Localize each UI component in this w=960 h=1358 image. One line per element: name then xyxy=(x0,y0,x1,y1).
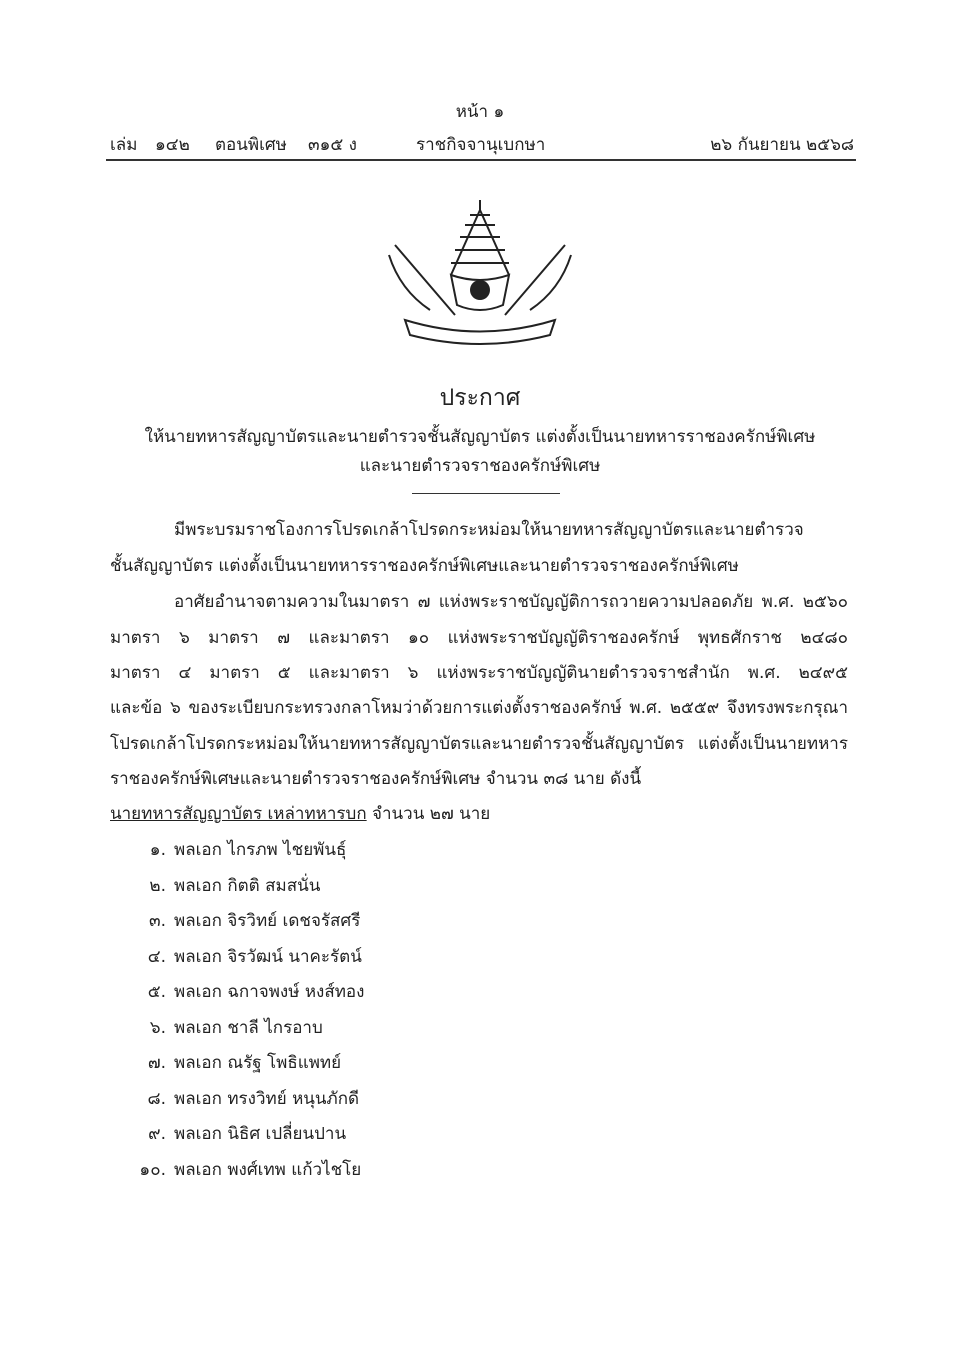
document-title: ประกาศ xyxy=(439,385,521,411)
list-item-name: พลเอก ไกรภพ ไชยพันธุ์ xyxy=(174,840,347,860)
list-item-number: ๔. xyxy=(147,946,166,967)
royal-emblem xyxy=(385,195,575,345)
list-item-number: ๑. xyxy=(149,840,166,860)
list-item-name: พลเอก พงศ์เทพ แก้วไชโย xyxy=(174,1159,362,1180)
section-label: ตอนพิเศษ xyxy=(215,135,287,155)
list-item xyxy=(118,1016,323,1040)
list-item-number: ๗. xyxy=(147,1053,166,1073)
paragraph-line: ราชองครักษ์พิเศษและนายตำรวจราชองครักษ์พิเศษ จำนวน ๓๘ นาย ดังนี้ xyxy=(110,769,642,789)
paragraph-line: โปรดเกล้าโปรดกระหม่อมให้นายทหารสัญญาบัตรและนายตำรวจชั้นสัญญาบัตร แต่งตั้งเป็นนายทหาร xyxy=(110,734,848,754)
paragraph-line: มาตรา ๔ มาตรา ๕ และมาตรา ๖ แห่งพระราชบัญญัตินายตำรวจราชสำนัก พ.ศ. ๒๔๙๕ xyxy=(110,663,848,683)
list-item xyxy=(118,874,320,898)
list-item-number: ๓. xyxy=(148,911,166,931)
list-item xyxy=(118,1087,359,1111)
list-item xyxy=(118,909,360,933)
gazette-name: ราชกิจจานุเบกษา xyxy=(416,135,546,155)
list-item xyxy=(118,1122,346,1146)
paragraph-line: มาตรา ๖ มาตรา ๗ และมาตรา ๑๐ แห่งพระราชบัญญัติราชองครักษ์ พุทธศักราช ๒๔๘๐ xyxy=(110,628,848,648)
list-item-number: ๙. xyxy=(148,1124,166,1144)
list-item-name: พลเอก ชาลี ไกรอาบ xyxy=(174,1017,323,1038)
volume-label: เล่ม xyxy=(110,135,138,155)
list-item-number: ๖. xyxy=(149,1017,166,1038)
list-item-name: พลเอก จิรวัฒน์ นาคะรัตน์ xyxy=(174,946,362,967)
list-item xyxy=(118,1158,361,1182)
page-number: หน้า ๑ xyxy=(455,102,505,122)
volume-number: ๑๔๒ xyxy=(155,135,190,155)
paragraph-line: และข้อ ๖ ของระเบียบกระทรวงกลาโหมว่าด้วยการแต่งตั้งราชองครักษ์ พ.ศ. ๒๕๕๙ จึงทรงพระกรุณา xyxy=(110,698,848,718)
list-item xyxy=(118,980,364,1004)
paragraph-line: มีพระบรมราชโองการโปรดเกล้าโปรดกระหม่อมให้นายทหารสัญญาบัตรและนายตำรวจ xyxy=(174,520,804,540)
title-divider xyxy=(412,493,560,494)
group-heading-count: จำนวน ๒๗ นาย xyxy=(372,804,491,824)
issue-date: ๒๖ กันยายน ๒๕๖๘ xyxy=(710,135,854,155)
list-item-name: พลเอก ณรัฐ โพธิแพทย์ xyxy=(174,1053,342,1073)
list-item-name: พลเอก กิตติ สมสนั่น xyxy=(174,875,321,896)
list-item-number: ๕. xyxy=(147,982,166,1002)
list-item-number: ๒. xyxy=(149,875,166,896)
group-heading xyxy=(110,802,490,826)
group-heading-label: นายทหารสัญญาบัตร เหล่าทหารบก xyxy=(110,804,367,824)
subtitle-line: และนายตำรวจราชองครักษ์พิเศษ xyxy=(359,456,601,476)
section-number: ๓๑๕ ง xyxy=(308,135,357,155)
list-item xyxy=(118,945,362,969)
header-rule xyxy=(106,159,856,161)
subtitle-line: ให้นายทหารสัญญาบัตรและนายตำรวจชั้นสัญญาบัตร แต่งตั้งเป็นนายทหารราชองครักษ์พิเศษ xyxy=(144,427,816,447)
paragraph-line: อาศัยอำนาจตามความในมาตรา ๗ แห่งพระราชบัญญัติการถวายความปลอดภัย พ.ศ. ๒๕๖๐ xyxy=(174,592,848,612)
list-item xyxy=(118,838,346,862)
paragraph-line: ชั้นสัญญาบัตร แต่งตั้งเป็นนายทหารราชองครักษ์พิเศษและนายตำรวจราชองครักษ์พิเศษ xyxy=(110,556,739,576)
list-item-name: พลเอก ทรงวิทย์ หนุนภักดี xyxy=(174,1088,360,1109)
list-item-name: พลเอก ฉกาจพงษ์ หงส์ทอง xyxy=(174,982,365,1002)
list-item-name: พลเอก นิธิศ เปลี่ยนปาน xyxy=(174,1124,347,1144)
list-item-number: ๑๐. xyxy=(139,1159,166,1180)
list-item-number: ๘. xyxy=(147,1088,166,1109)
list-item xyxy=(118,1051,341,1075)
list-item-name: พลเอก จิรวิทย์ เดชจรัสศรี xyxy=(174,911,361,931)
